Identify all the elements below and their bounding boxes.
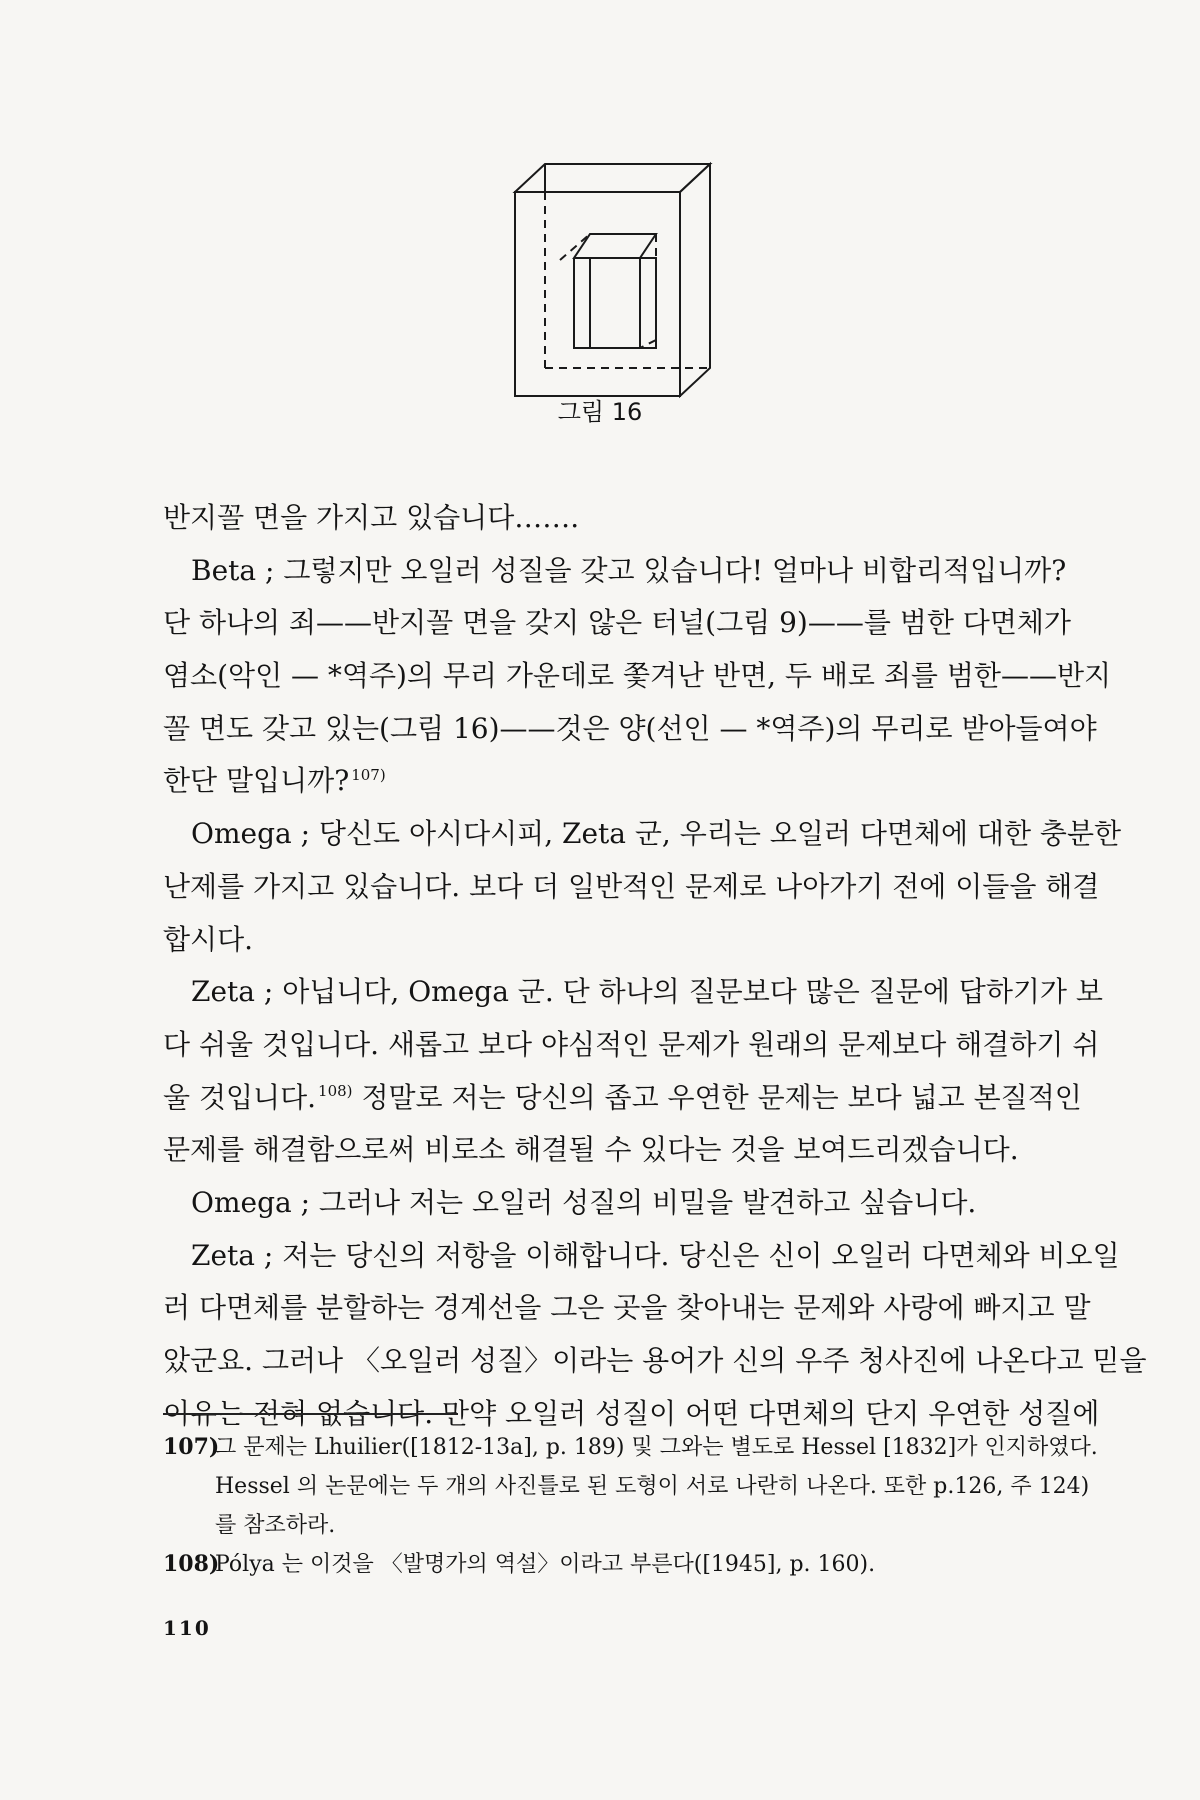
inner-tunnel-left [574,258,590,348]
footnote-ref-108[interactable]: 108) [318,1082,353,1101]
text-line: 단 하나의 죄——반지꼴 면을 갖지 않은 터널(그림 9)——를 범한 다면체가 [163,606,1071,640]
text-line: Zeta ; 아닙니다, Omega 군. 단 하나의 질문보다 많은 질문에 답하기가 보 [191,975,1103,1009]
text-line: Zeta ; 저는 당신의 저항을 이해합니다. 당신은 신이 오일러 다면체와 비오일 [191,1238,1120,1272]
text-line: Omega ; 그러나 저는 오일러 성질의 비밀을 발견하고 싶습니다. [191,1185,977,1219]
cube-frame-figure [510,160,730,400]
text-line: 합시다. [163,922,254,956]
text-line: 았군요. 그러나 〈오일러 성질〉이라는 용어가 신의 우주 청사진에 나온다고 믿을 [163,1344,1147,1377]
footnote-number: 107) [163,1434,220,1460]
inner-tunnel-back [590,258,656,348]
outer-side-face [680,164,710,396]
inner-dashed-box [545,192,710,368]
footnote-line: Hessel 의 논문에는 두 개의 사진틀로 된 도형이 서로 나란히 나온다. 또한 p.126, 주 124) [215,1474,1090,1499]
footnote-line: 를 참조하라. [215,1513,336,1538]
footnote-text: 그 문제는 Lhuilier([1812-13a], p. 189) 및 그와는 별도로 Hessel [1832]가 인지하였다. [215,1435,1098,1460]
text-line: Omega ; 당신도 아시다시피, Zeta 군, 우리는 오일러 다면체에 대한 충분한 [191,817,1122,851]
text-segment: 울 것입니다. [163,1080,317,1114]
footnote-text: Pólya 는 이것을 〈발명가의 역설〉이라고 부른다([1945], p. 160). [215,1552,876,1577]
text-line: 다 쉬울 것입니다. 새롭고 보다 야심적인 문제가 원래의 문제보다 해결하기 쉬 [163,1027,1100,1061]
footnote-number: 108) [163,1551,220,1577]
footnote-divider [163,1413,458,1415]
text-line: 러 다면체를 분할하는 경계선을 그은 곳을 찾아내는 문제와 사랑에 빠지고 말 [163,1291,1091,1325]
footnotes [163,1428,1098,1584]
body-text [163,492,1147,1440]
footnote-line [163,1428,1098,1467]
text-line: 난제를 가지고 있습니다. 보다 더 일반적인 문제로 나아가기 전에 이들을 해결 [163,869,1100,903]
text-line [163,755,1078,808]
text-segment: 정말로 저는 당신의 좁고 우연한 문제는 보다 넓고 본질적인 [361,1080,1082,1114]
text-line: 반지꼴 면을 가지고 있습니다……. [163,501,580,534]
page-number: 110 [163,1616,211,1640]
text-line: Beta ; 그렇지만 오일러 성질을 갖고 있습니다! 얼마나 비합리적입니까? [191,553,1067,587]
footnote-line [163,1545,1083,1584]
footnote-ref-107[interactable]: 107) [351,766,386,785]
figure-caption: 그림 16 [557,398,643,426]
text-line: 꼴 면도 갖고 있는(그림 16)——것은 양(선인 — *역주)의 무리로 받아들여야 [163,711,1097,745]
text-line: 염소(악인 — *역주)의 무리 가운데로 쫓겨난 반면, 두 배로 죄를 범한——반지 [163,659,1112,693]
text-segment: 한단 말입니까? [163,764,350,798]
text-line: 이유는 전혀 없습니다. 만약 오일러 성질이 어떤 다면체의 단지 우연한 성질에 [163,1396,1100,1430]
text-line: 문제를 해결함으로써 비로소 해결될 수 있다는 것을 보여드리겠습니다. [163,1133,1019,1167]
text-line [163,1072,1082,1125]
